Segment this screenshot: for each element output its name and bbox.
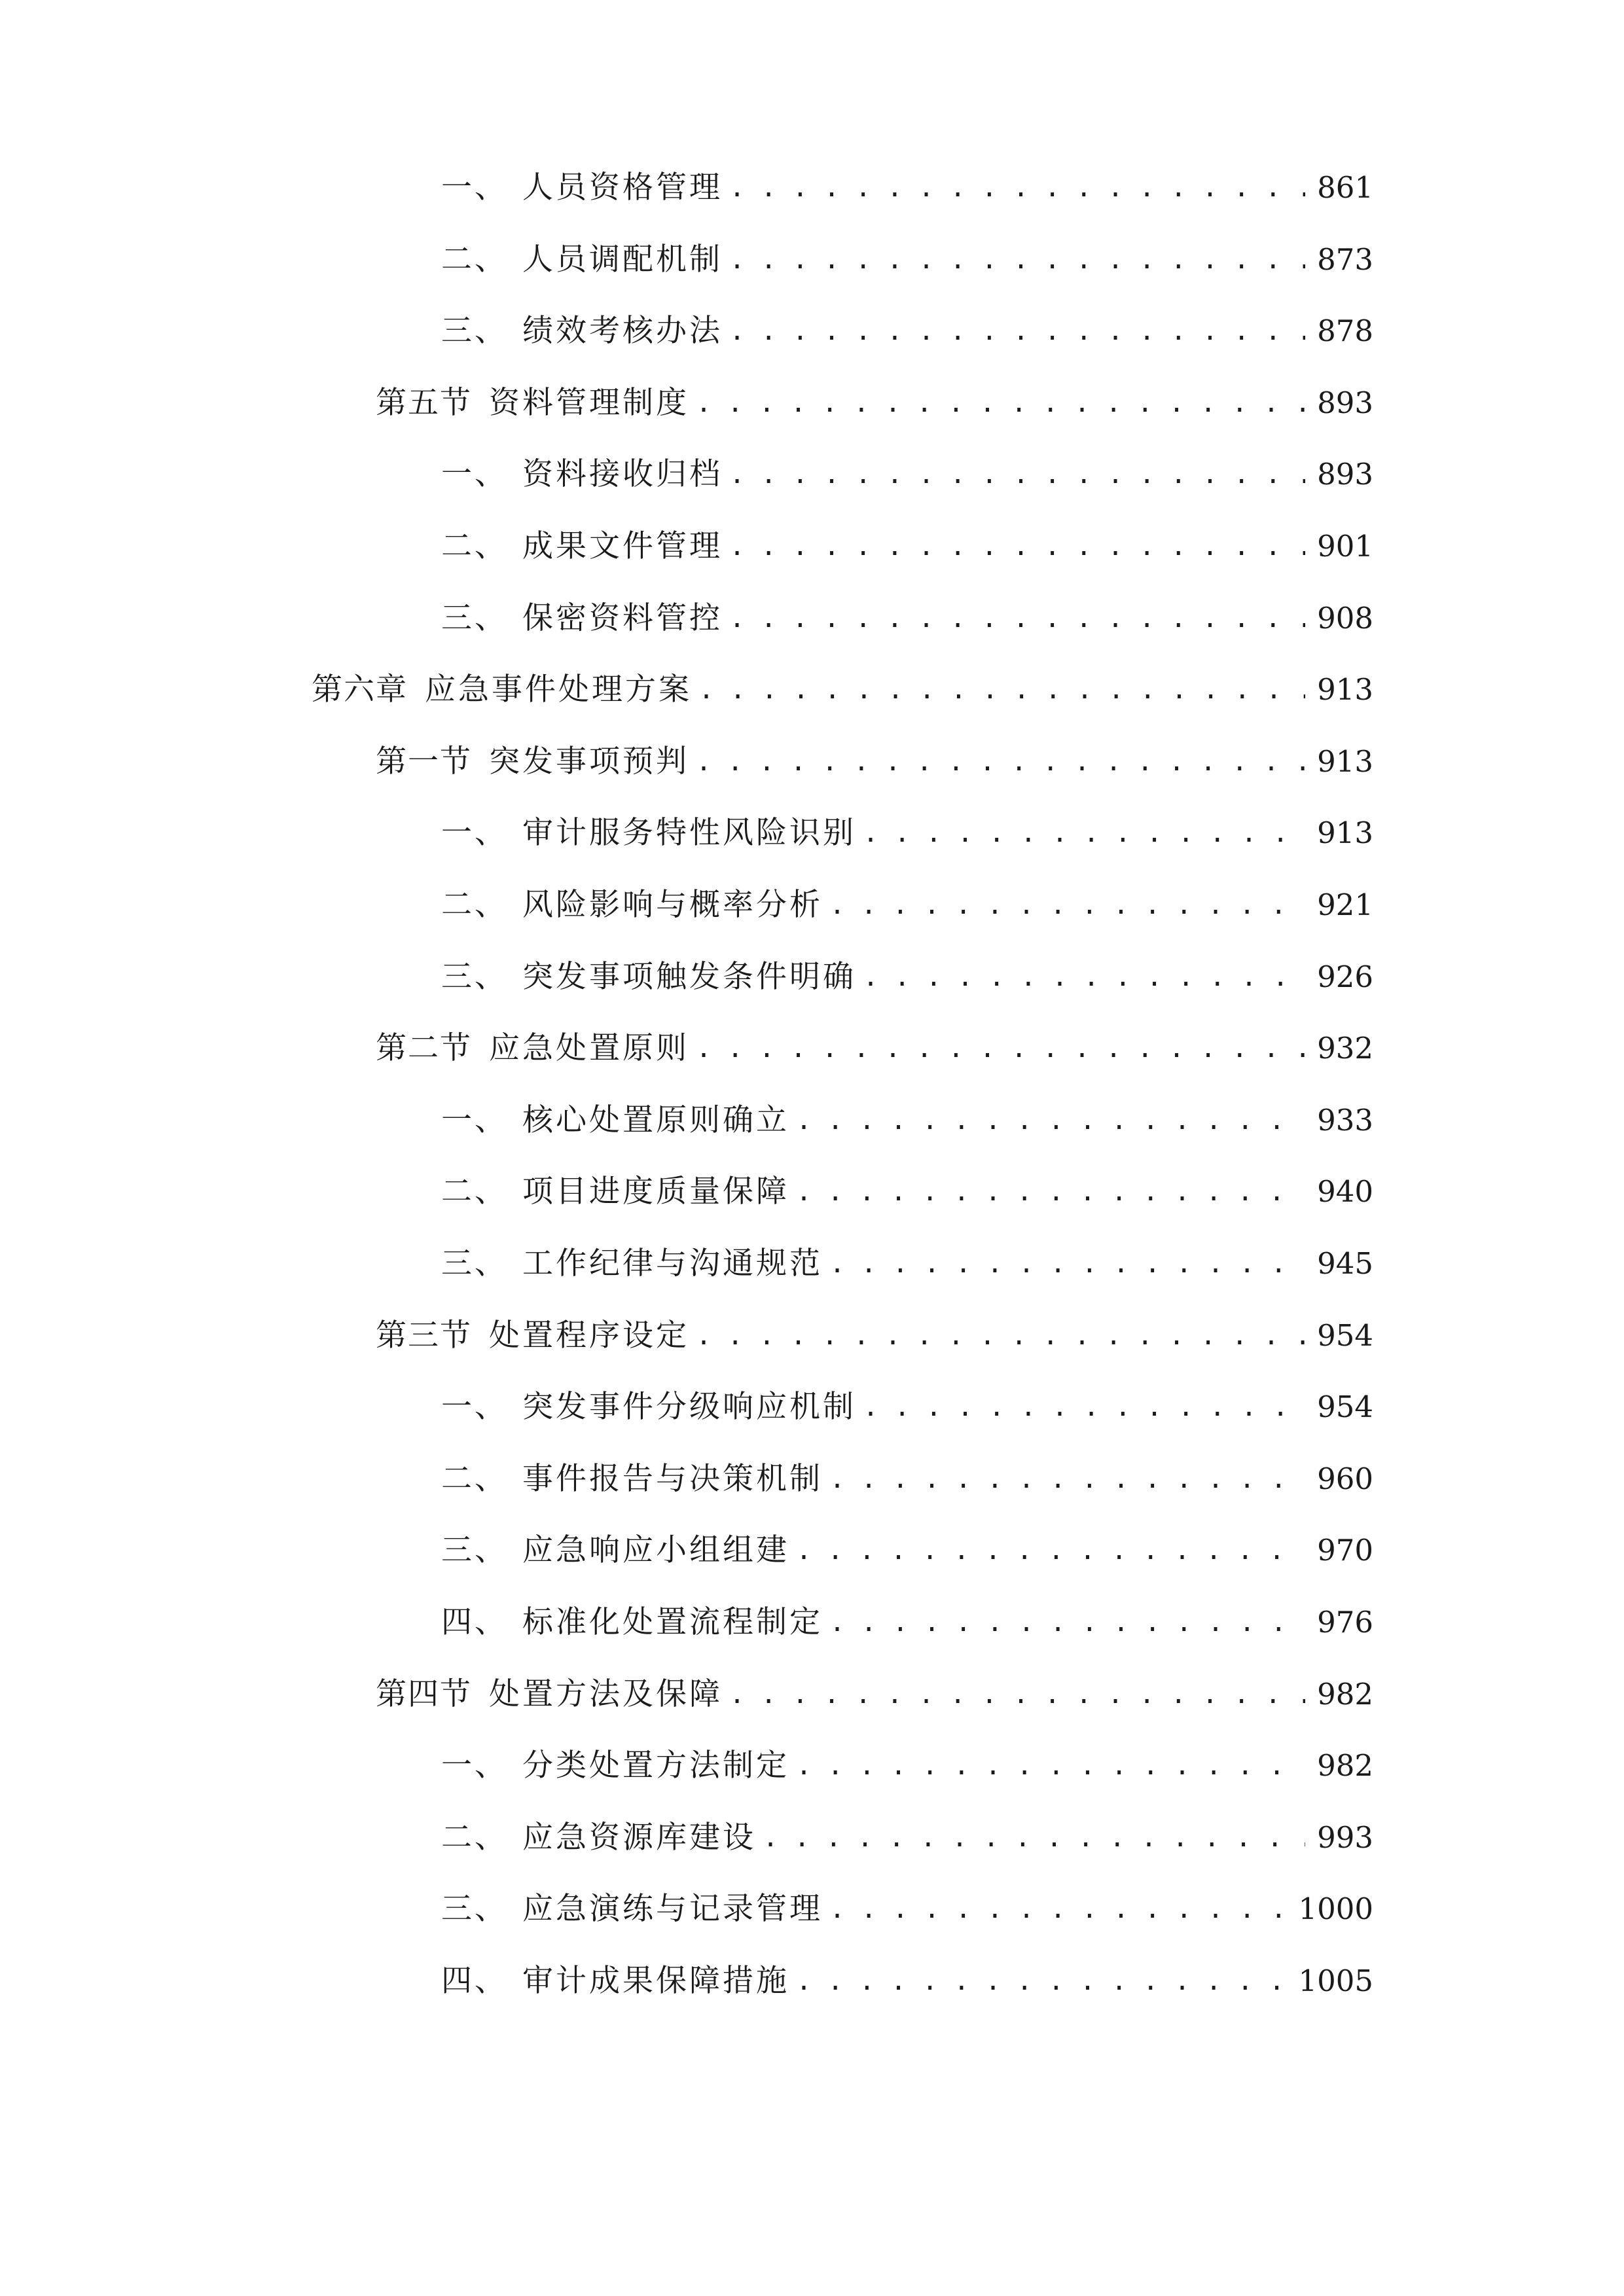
toc-entry-page-number: 940 xyxy=(1317,1174,1373,1209)
toc-entry xyxy=(376,1306,1373,1365)
toc-entry xyxy=(376,732,1373,791)
toc-entry-number: 三、 xyxy=(441,1532,508,1568)
toc-entry-title: 突发事件分级响应机制 xyxy=(522,1389,856,1425)
toc-entry xyxy=(441,158,1373,217)
toc-entry xyxy=(441,1952,1373,2011)
dot-leader xyxy=(729,589,1305,648)
toc-entry-page-number: 878 xyxy=(1317,314,1373,348)
toc-entry-title: 资料管理制度 xyxy=(489,385,689,421)
toc-entry-title: 应急资源库建设 xyxy=(522,1820,756,1856)
toc-entry-number: 四、 xyxy=(441,1604,508,1640)
dot-leader xyxy=(796,1736,1305,1795)
toc-entry-page-number: 1005 xyxy=(1298,1964,1373,1998)
dot-leader xyxy=(863,1378,1305,1437)
toc-entry-page-number: 926 xyxy=(1317,960,1373,994)
toc-entry-page-number: 932 xyxy=(1317,1031,1373,1066)
dot-leader xyxy=(763,1808,1305,1867)
toc-entry-number: 三、 xyxy=(441,1891,508,1927)
toc-entry-page-number: 913 xyxy=(1317,672,1373,707)
toc-entry-number: 一、 xyxy=(441,1748,508,1784)
toc-entry-number: 一、 xyxy=(441,1389,508,1425)
toc-entry-title: 处置方法及保障 xyxy=(489,1676,723,1712)
toc-entry-page-number: 970 xyxy=(1317,1533,1373,1568)
toc-entry-title: 风险影响与概率分析 xyxy=(522,887,823,923)
toc-entry-title: 事件报告与决策机制 xyxy=(522,1461,823,1497)
dot-leader xyxy=(829,1450,1305,1509)
toc-entry-title: 人员调配机制 xyxy=(522,242,723,278)
toc-entry-page-number: 982 xyxy=(1317,1677,1373,1712)
dot-leader xyxy=(796,1952,1286,2011)
toc-entry-title: 资料接收归档 xyxy=(522,456,723,492)
toc-entry-title: 标准化处置流程制定 xyxy=(522,1604,823,1640)
toc-entry xyxy=(441,1162,1373,1221)
dot-leader xyxy=(696,1019,1305,1078)
dot-leader xyxy=(796,1091,1305,1150)
toc-entry-number: 一、 xyxy=(441,170,508,206)
toc-entry-page-number: 913 xyxy=(1317,744,1373,779)
toc-entry-title: 应急事件处理方案 xyxy=(425,672,692,708)
dot-leader xyxy=(729,158,1305,217)
toc-entry xyxy=(441,1880,1373,1939)
toc-entry xyxy=(441,1593,1373,1652)
toc-entry-number: 第三节 xyxy=(376,1318,472,1354)
dot-leader xyxy=(829,1593,1305,1652)
toc-entry-title: 人员资格管理 xyxy=(522,170,723,206)
toc-entry xyxy=(441,1808,1373,1867)
toc-entry-title: 处置程序设定 xyxy=(489,1318,689,1354)
toc-entry-number: 一、 xyxy=(441,456,508,492)
dot-leader xyxy=(729,517,1305,576)
dot-leader xyxy=(796,1521,1305,1580)
toc-entry-number: 二、 xyxy=(441,1174,508,1210)
toc-entry-number: 三、 xyxy=(441,959,508,995)
dot-leader xyxy=(696,374,1305,433)
toc-entry-number: 第五节 xyxy=(376,385,472,421)
toc-entry xyxy=(441,1234,1373,1293)
toc-entry-number: 一、 xyxy=(441,815,508,851)
dot-leader xyxy=(863,948,1305,1007)
toc-entry-number: 二、 xyxy=(441,1820,508,1856)
toc-entry-number: 第六章 xyxy=(312,672,408,708)
toc-entry-page-number: 993 xyxy=(1317,1820,1373,1855)
toc-entry-title: 应急处置原则 xyxy=(489,1030,689,1066)
toc-entry-title: 应急演练与记录管理 xyxy=(522,1891,823,1927)
toc-entry-page-number: 861 xyxy=(1317,170,1373,205)
toc-entry-number: 二、 xyxy=(441,528,508,564)
toc-entry-page-number: 908 xyxy=(1317,601,1373,636)
toc-entry xyxy=(441,302,1373,361)
toc-entry xyxy=(376,1019,1373,1078)
dot-leader xyxy=(829,1234,1305,1293)
toc-entry-page-number: 954 xyxy=(1317,1390,1373,1424)
toc-entry-title: 保密资料管控 xyxy=(522,600,723,636)
toc-entry xyxy=(441,445,1373,504)
toc-entry-page-number: 913 xyxy=(1317,816,1373,850)
toc-entry xyxy=(441,589,1373,648)
toc-entry xyxy=(441,517,1373,576)
toc-entry-number: 三、 xyxy=(441,600,508,636)
toc-entry-number: 二、 xyxy=(441,242,508,278)
toc-entry xyxy=(441,1736,1373,1795)
toc-entry-page-number: 901 xyxy=(1317,529,1373,564)
toc-entry-page-number: 945 xyxy=(1317,1246,1373,1281)
dot-leader xyxy=(696,1306,1305,1365)
toc-entry-number: 第一节 xyxy=(376,744,472,780)
dot-leader xyxy=(698,660,1305,719)
toc-entry-number: 三、 xyxy=(441,1246,508,1282)
dot-leader xyxy=(829,1880,1286,1939)
toc-entry xyxy=(441,804,1373,863)
toc-entry-title: 项目进度质量保障 xyxy=(522,1174,789,1210)
toc-entry-title: 应急响应小组组建 xyxy=(522,1532,789,1568)
toc-entry-page-number: 933 xyxy=(1317,1103,1373,1138)
toc-entry xyxy=(441,1521,1373,1580)
dot-leader xyxy=(729,230,1305,289)
toc-entry xyxy=(441,1450,1373,1509)
toc-entry-title: 工作纪律与沟通规范 xyxy=(522,1246,823,1282)
toc-entry-title: 审计成果保障措施 xyxy=(522,1963,789,1999)
toc-entry-number: 一、 xyxy=(441,1102,508,1138)
toc-entry xyxy=(441,230,1373,289)
toc-entry-number: 第四节 xyxy=(376,1676,472,1712)
toc-entry-page-number: 982 xyxy=(1317,1748,1373,1783)
toc-entry xyxy=(441,948,1373,1007)
toc-entry-page-number: 1000 xyxy=(1298,1892,1373,1926)
toc-entry xyxy=(441,876,1373,935)
toc-entry xyxy=(312,660,1373,719)
toc-entry-title: 突发事项触发条件明确 xyxy=(522,959,856,995)
dot-leader xyxy=(729,1665,1305,1724)
toc-entry-page-number: 921 xyxy=(1317,888,1373,922)
toc-entry-title: 核心处置原则确立 xyxy=(522,1102,789,1138)
toc-entry-page-number: 873 xyxy=(1317,242,1373,277)
dot-leader xyxy=(696,732,1305,791)
dot-leader xyxy=(729,445,1305,504)
toc-entry-number: 二、 xyxy=(441,1461,508,1497)
toc-entry-page-number: 976 xyxy=(1317,1605,1373,1640)
toc-entry xyxy=(376,374,1373,433)
toc-entry-page-number: 954 xyxy=(1317,1318,1373,1353)
toc-entry-page-number: 960 xyxy=(1317,1462,1373,1496)
dot-leader xyxy=(829,876,1305,935)
dot-leader xyxy=(796,1162,1305,1221)
toc-entry xyxy=(376,1665,1373,1724)
dot-leader xyxy=(729,302,1305,361)
toc-entry-number: 四、 xyxy=(441,1963,508,1999)
toc-entry-title: 分类处置方法制定 xyxy=(522,1748,789,1784)
toc-entry-page-number: 893 xyxy=(1317,457,1373,492)
toc-entry-page-number: 893 xyxy=(1317,386,1373,420)
toc-entry xyxy=(441,1378,1373,1437)
toc-entry xyxy=(441,1091,1373,1150)
toc-entry-number: 三、 xyxy=(441,313,508,349)
toc-entry-title: 突发事项预判 xyxy=(489,744,689,780)
toc-entry-title: 审计服务特性风险识别 xyxy=(522,815,856,851)
toc-entry-number: 第二节 xyxy=(376,1030,472,1066)
toc-entry-number: 二、 xyxy=(441,887,508,923)
toc-entry-title: 绩效考核办法 xyxy=(522,313,723,349)
dot-leader xyxy=(863,804,1305,863)
toc-entry-title: 成果文件管理 xyxy=(522,528,723,564)
